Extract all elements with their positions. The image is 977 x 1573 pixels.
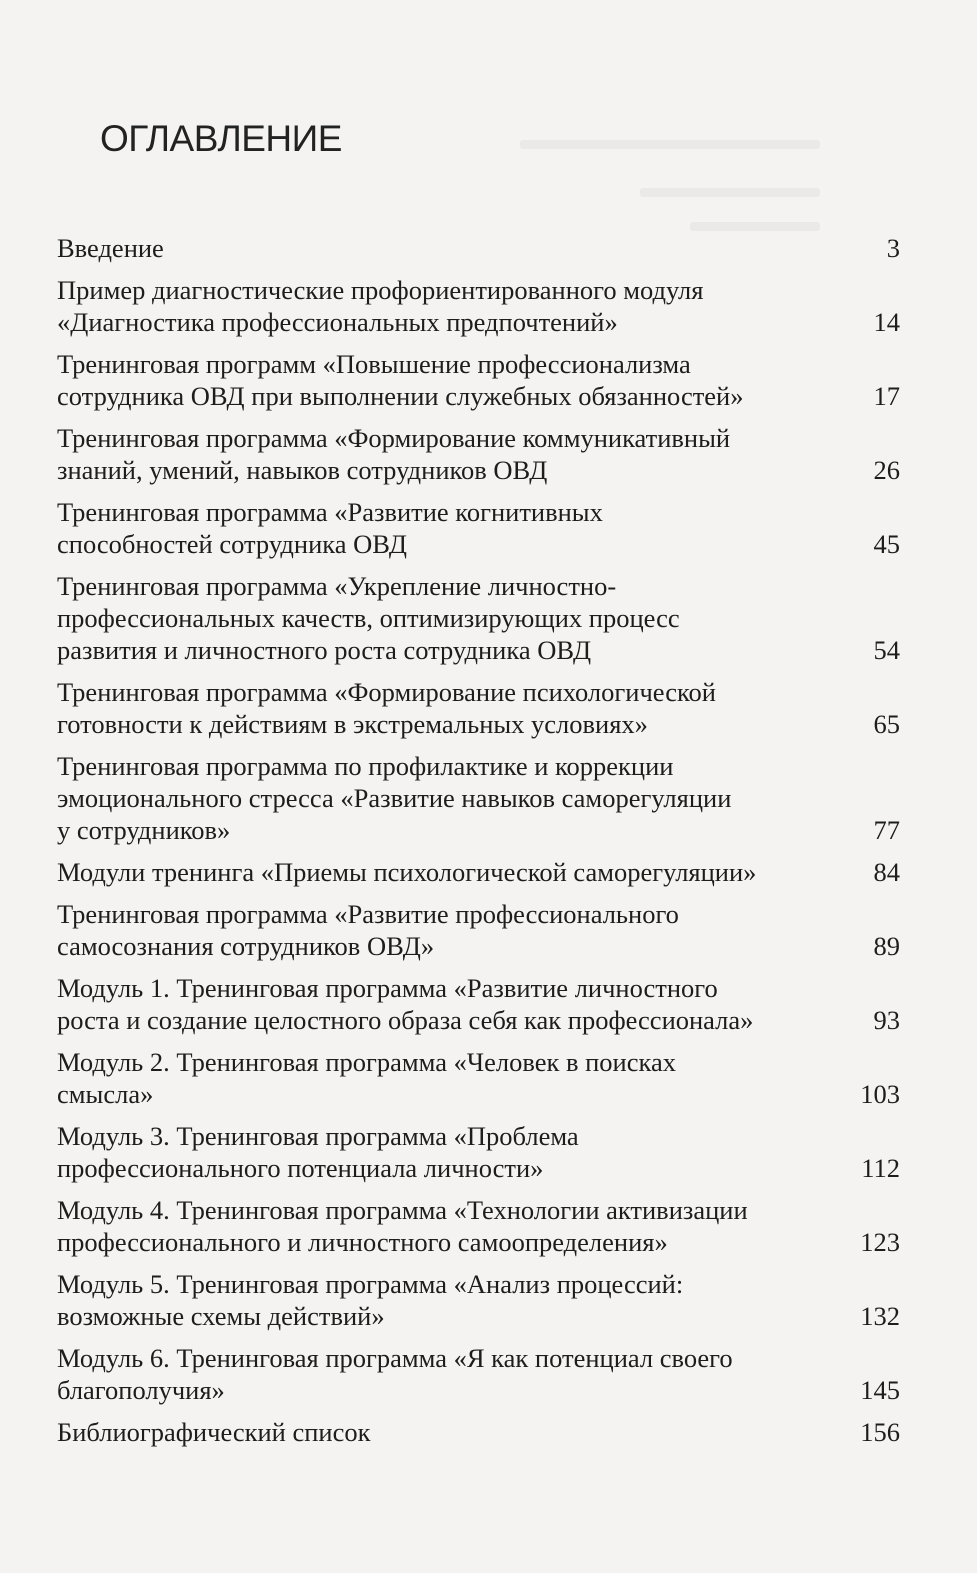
toc-entry-page-number: 132: [860, 1301, 900, 1331]
toc-entry-title: Модуль 1. Тренинговая программа «Развитие личностного роста и создание целостного образа себя как профессионала»: [57, 973, 754, 1035]
toc-entry-title: Тренинговая программа «Формирование психологической готовности к действиям в экстремальных условиях»: [57, 677, 716, 739]
toc-entry-title: Модуль 4. Тренинговая программа «Технологии активизации профессионального и личностного самоопределения»: [57, 1195, 748, 1257]
toc-entry-page-number: 54: [873, 635, 900, 665]
toc-entry-page-number: 17: [873, 381, 900, 411]
toc-entry: [57, 570, 902, 666]
toc-entry: [57, 274, 902, 338]
toc-entry-page-number: 3: [886, 233, 900, 263]
toc-entry-title: Тренинговая программ «Повышение профессионализма сотрудника ОВД при выполнении служебных обязанностей»: [57, 349, 744, 411]
toc-entry: [57, 750, 902, 846]
toc-entry: [57, 1416, 902, 1448]
toc-entry-title: Модуль 5. Тренинговая программа «Анализ процессий: возможные схемы действий»: [57, 1269, 684, 1331]
toc-entry: [57, 1342, 902, 1406]
toc-entry-title: Модуль 6. Тренинговая программа «Я как потенциал своего благополучия»: [57, 1343, 733, 1405]
bleed-through-text: [690, 222, 820, 231]
toc-entry: [57, 496, 902, 560]
toc-entry-page-number: 145: [860, 1375, 900, 1405]
toc-entry-page-number: 123: [860, 1227, 900, 1257]
toc-entry: [57, 1120, 902, 1184]
toc-entry: [57, 1268, 902, 1332]
toc-entry-page-number: 84: [873, 857, 900, 887]
toc-entry-title: Тренинговая программа «Укрепление личностно- профессиональных качеств, оптимизирующих процесс развития и личностного роста сотрудника ОВД: [57, 571, 680, 665]
toc-entry-page-number: 103: [860, 1079, 900, 1109]
toc-entry-title: Тренинговая программа «Формирование коммуникативный знаний, умений, навыков сотрудников ОВД: [57, 423, 731, 485]
toc-entry-page-number: 156: [860, 1417, 900, 1447]
toc-entry-title: Тренинговая программа по профилактике и коррекции эмоционального стресса «Развитие навыков саморегуляции у сотрудников»: [57, 751, 732, 845]
toc-entry: [57, 348, 902, 412]
toc-entry-title: Введение: [57, 233, 164, 263]
toc-entry-title: Модуль 3. Тренинговая программа «Проблема профессионального потенциала личности»: [57, 1121, 579, 1183]
bleed-through-text: [640, 188, 820, 197]
toc-entry: [57, 1046, 902, 1110]
toc-entry-page-number: 26: [873, 455, 900, 485]
toc-entry-page-number: 14: [873, 307, 900, 337]
toc-entry-title: Тренинговая программа «Развитие профессионального самосознания сотрудников ОВД»: [57, 899, 679, 961]
toc-entry-title: Пример диагностические профориентированного модуля «Диагностика профессиональных предпочтений»: [57, 275, 704, 337]
toc-entry: [57, 1194, 902, 1258]
toc-entry-title: Модули тренинга «Приемы психологической саморегуляции»: [57, 857, 757, 887]
toc-entry-page-number: 65: [873, 709, 900, 739]
toc-entry-title: Библиографический список: [57, 1417, 371, 1447]
toc-entry-page-number: 112: [861, 1153, 900, 1183]
page-title: ОГЛАВЛЕНИЕ: [100, 118, 342, 159]
bleed-through-text: [520, 140, 820, 149]
toc-entry: [57, 232, 902, 264]
toc-entry-page-number: 93: [873, 1005, 900, 1035]
toc-entry-title: Модуль 2. Тренинговая программа «Человек в поисках смысла»: [57, 1047, 676, 1109]
toc-entry-title: Тренинговая программа «Развитие когнитивных способностей сотрудника ОВД: [57, 497, 603, 559]
toc-entry-page-number: 45: [873, 529, 900, 559]
table-of-contents: [57, 232, 902, 1458]
toc-entry: [57, 972, 902, 1036]
toc-entry-page-number: 89: [873, 931, 900, 961]
toc-entry: [57, 856, 902, 888]
toc-entry-page-number: 77: [873, 815, 900, 845]
toc-entry: [57, 898, 902, 962]
toc-entry: [57, 676, 902, 740]
toc-entry: [57, 422, 902, 486]
